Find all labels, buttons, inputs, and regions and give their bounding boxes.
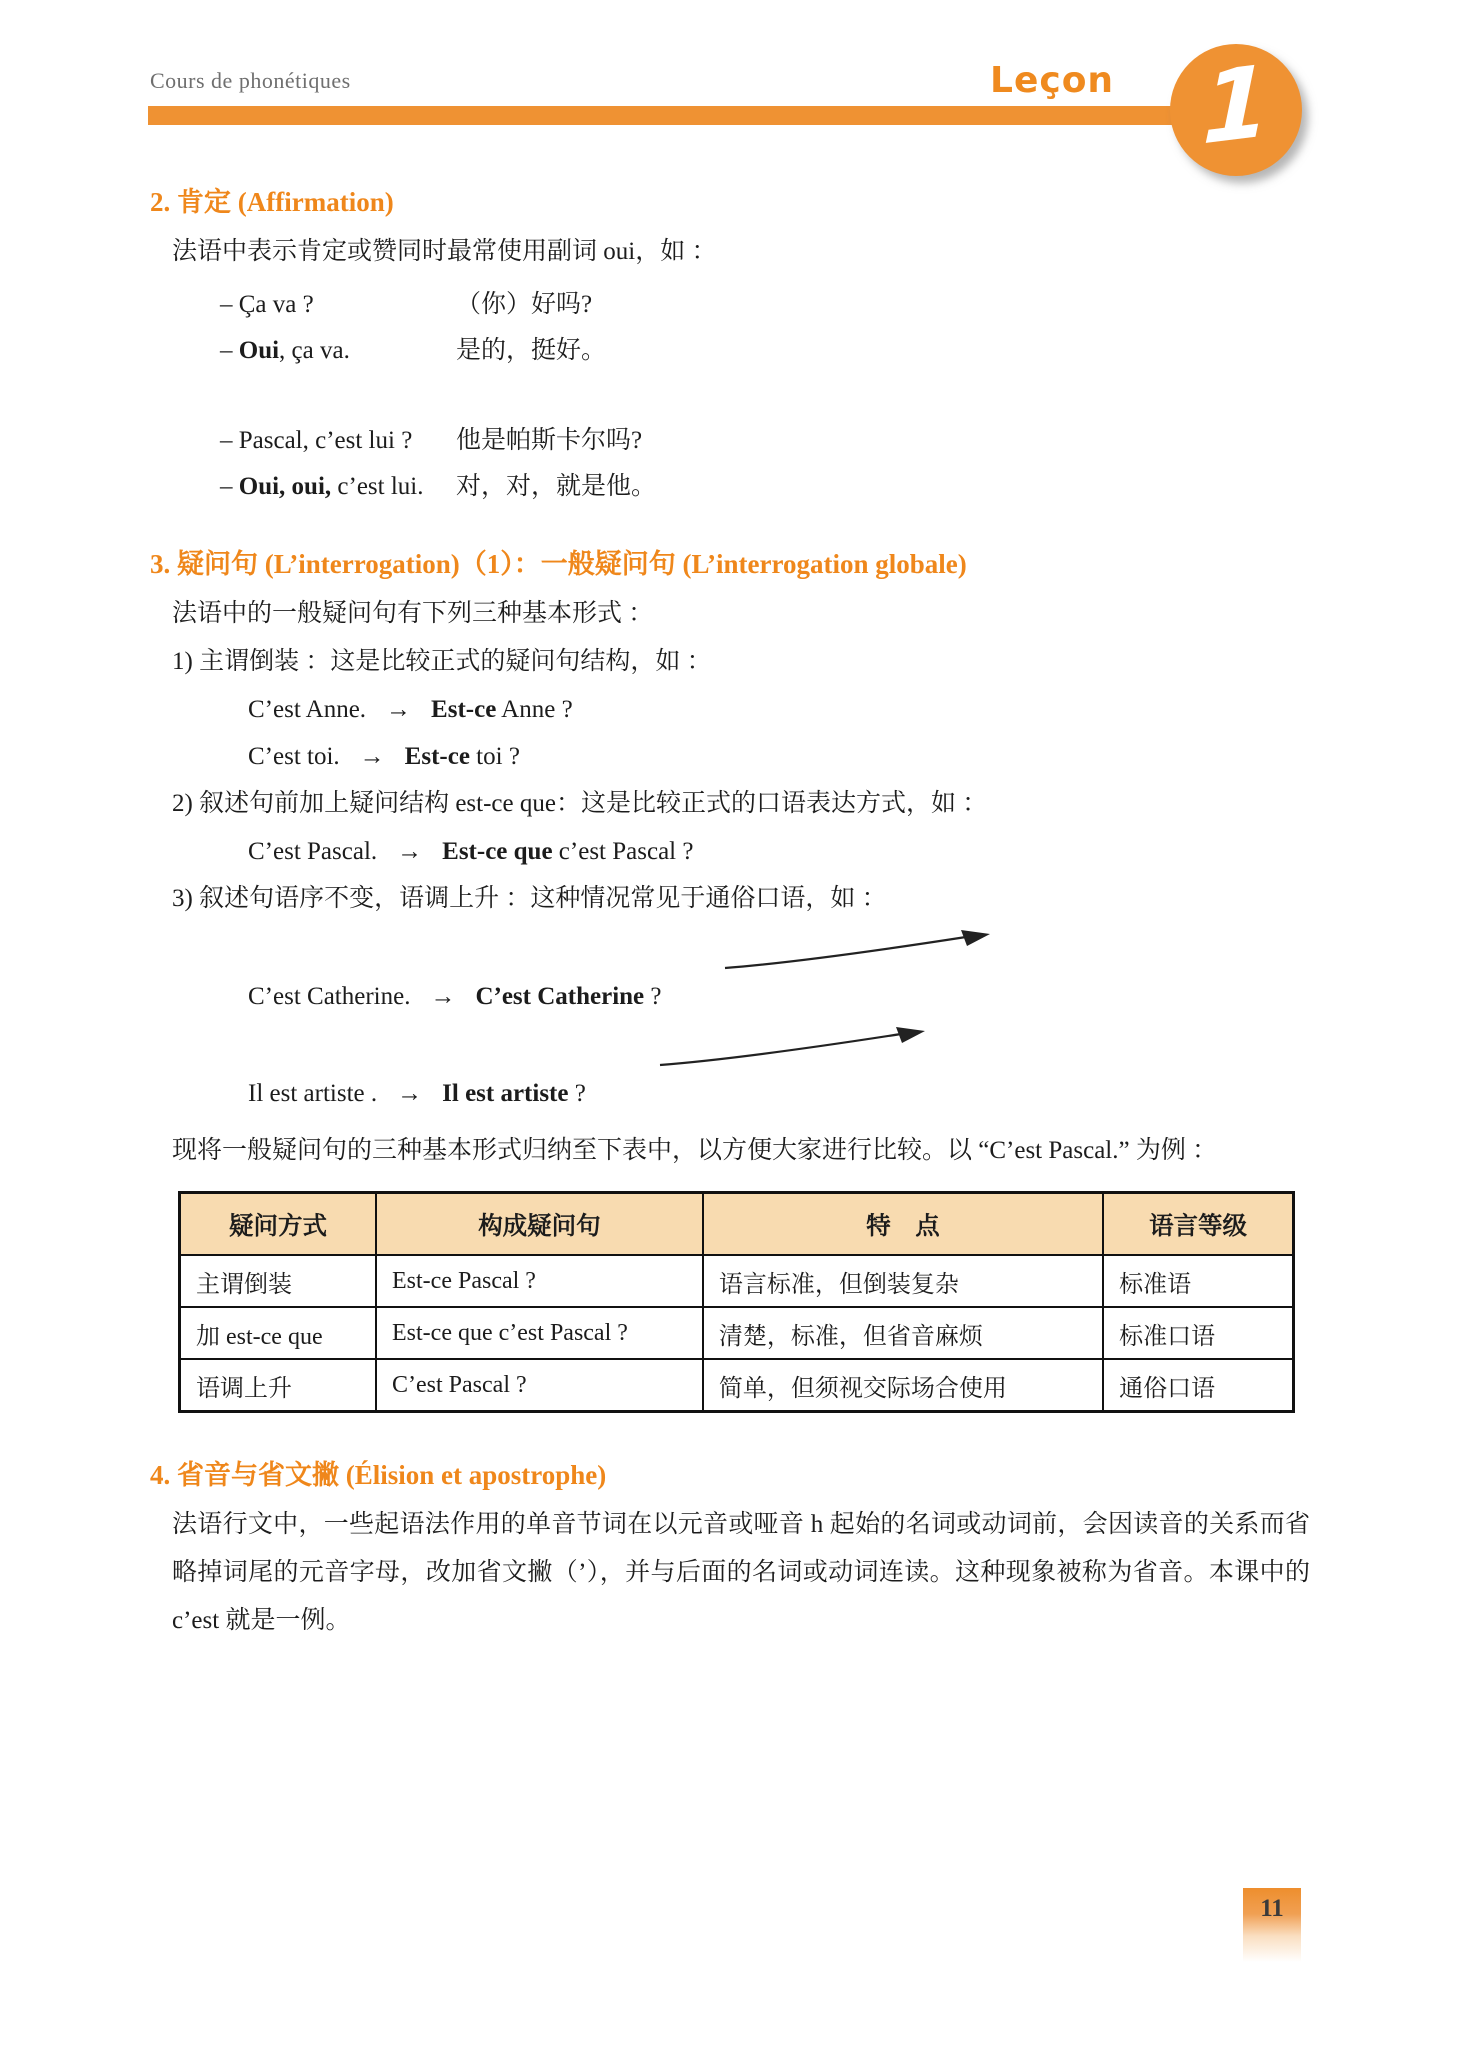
chinese-translation: 他是帕斯卡尔吗?: [456, 427, 643, 454]
section-heading-interrogation: 3. 疑问句 (L’interrogation)（1）：一般疑问句 (L’interrogation globale): [150, 549, 967, 579]
table-cell: 清楚，标准，但省音麻烦: [703, 1307, 1103, 1359]
table-cell: 通俗口语: [1103, 1359, 1293, 1412]
table-cell: 简单，但须视交际场合使用: [703, 1359, 1103, 1412]
question-text-bold: Est-ce: [404, 743, 470, 770]
arrow-right: →: [386, 696, 412, 723]
table-cell: Est-ce Pascal ?: [376, 1255, 703, 1307]
interrogation-comparison-table: [178, 1191, 1295, 1413]
dialogue-line: [220, 464, 1310, 510]
question-text: ?: [644, 983, 662, 1010]
question-text-bold: Est-ce: [431, 696, 497, 723]
dialogue-line: [220, 328, 1310, 374]
affirmation-intro: 法语中表示肯定或赞同时最常使用副词 oui，如 ：: [172, 238, 717, 265]
dialogue-line: [220, 418, 1310, 464]
arrow-right: →: [359, 743, 385, 770]
french-text: – Oui, oui, c’est lui.: [220, 473, 424, 500]
example-transformation: [248, 733, 1310, 780]
table-header-cell: 构成疑问句: [376, 1193, 703, 1256]
lesson-number-badge: [1170, 44, 1302, 176]
table-header-cell: 特 点: [703, 1193, 1103, 1256]
page-number-badge: [1243, 1888, 1301, 1962]
statement-text: C’est toi.: [248, 743, 340, 770]
arrow-right: →: [397, 1080, 423, 1107]
chinese-translation: 对，对，就是他。: [456, 473, 657, 500]
rising-intonation-arrow: [655, 1026, 935, 1070]
interrogation-intro: 法语中的一般疑问句有下列三种基本形式 ：: [172, 600, 654, 627]
table-cell: 语言标准，但倒装复杂: [703, 1255, 1103, 1307]
running-head-course: Cours de phonétiques: [150, 68, 351, 93]
section-heading-elision: 4. 省音与省文撇 (Élision et apostrophe): [150, 1460, 607, 1490]
table-header-cell: 语言等级: [1103, 1193, 1293, 1256]
table-row: [180, 1307, 1294, 1359]
lesson-label: Leçon: [990, 60, 1115, 101]
dialogue-group-1: [220, 282, 1310, 374]
chinese-translation: （你）好吗?: [456, 291, 593, 318]
statement-text: C’est Catherine.: [248, 983, 411, 1010]
statement-text: C’est Anne.: [248, 696, 367, 723]
example-transformation: [248, 973, 1310, 1020]
table-cell: 语调上升: [180, 1359, 377, 1412]
question-text: Anne ?: [496, 696, 573, 723]
page-number: 11: [1260, 1895, 1284, 1922]
table-header-cell: 疑问方式: [180, 1193, 377, 1256]
table-cell: Est-ce que c’est Pascal ?: [376, 1307, 703, 1359]
section-heading-affirmation: 2. 肯定 (Affirmation): [150, 187, 394, 217]
table-cell: C’est Pascal ?: [376, 1359, 703, 1412]
table-cell: 加 est-ce que: [180, 1307, 377, 1359]
dialogue-group-2: [220, 418, 1310, 510]
french-text: – Oui, ça va.: [220, 337, 350, 364]
statement-text: C’est Pascal.: [248, 838, 378, 865]
arrow-right: →: [430, 983, 456, 1010]
question-text: ?: [568, 1080, 586, 1107]
rising-intonation-arrow: [720, 929, 1000, 973]
list-item-intonation: 3) 叙述句语序不变，语调上升 ：这种情况常见于通俗口语，如 ：: [172, 885, 887, 912]
example-transformation: [248, 1070, 1310, 1117]
dialogue-line: [220, 282, 1310, 328]
page-content: [150, 182, 1310, 1645]
table-cell: 主谓倒装: [180, 1255, 377, 1307]
table-row: [180, 1255, 1294, 1307]
header-rule: [148, 106, 1194, 125]
example-transformation: [248, 828, 1310, 875]
elision-paragraph: 法语行文中，一些起语法作用的单音节词在以元音或哑音 h 起始的名词或动词前，会因读音的关系而省略掉词尾的元音字母，改加省文撇（’），并与后面的名词或动词连读。这种现象被称为省音。本课中的 c’est 就是一例。: [172, 1511, 1310, 1634]
french-text: – Pascal, c’est lui ?: [220, 427, 413, 454]
table-cell: 标准口语: [1103, 1307, 1293, 1359]
question-text: c’est Pascal ?: [552, 838, 694, 865]
question-text-bold: C’est Catherine: [475, 983, 645, 1010]
list-item-est-ce-que: 2) 叙述句前加上疑问结构 est-ce que：这是比较正式的口语表达方式，如 ：: [172, 790, 988, 817]
statement-text: Il est artiste .: [248, 1080, 378, 1107]
example-transformation: [248, 686, 1310, 733]
table-row: [180, 1359, 1294, 1412]
french-text: – Ça va ?: [220, 291, 314, 318]
chinese-translation: 是的，挺好。: [456, 337, 607, 364]
arrow-right: →: [397, 838, 423, 865]
lesson-number: 1: [1201, 44, 1271, 168]
table-cell: 标准语: [1103, 1255, 1293, 1307]
list-item-inversion: 1) 主谓倒装 ：这是比较正式的疑问句结构，如 ：: [172, 648, 712, 675]
table-lead-in: 现将一般疑问句的三种基本形式归纳至下表中，以方便大家进行比较。以 “C’est Pascal.” 为例 ：: [172, 1137, 1218, 1164]
question-text-bold: Il est artiste: [442, 1080, 569, 1107]
question-text: toi ?: [469, 743, 520, 770]
question-text-bold: Est-ce que: [442, 838, 553, 865]
table-header-row: [180, 1193, 1294, 1256]
